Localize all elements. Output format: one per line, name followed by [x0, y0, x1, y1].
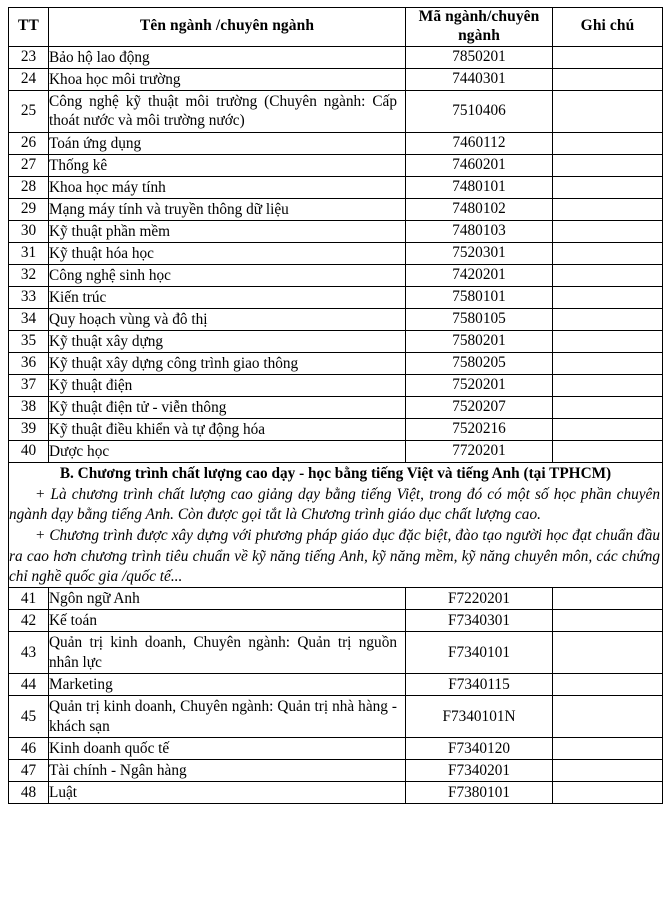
row-major-name: Bảo hộ lao động — [49, 46, 406, 68]
row-major-name: Kế toán — [49, 610, 406, 632]
row-index: 47 — [9, 760, 49, 782]
row-major-code: 7720201 — [406, 440, 553, 462]
row-major-name: Marketing — [49, 674, 406, 696]
row-index: 23 — [9, 46, 49, 68]
column-header-note: Ghi chú — [553, 8, 663, 47]
row-index: 34 — [9, 308, 49, 330]
row-index: 41 — [9, 588, 49, 610]
row-note — [553, 352, 663, 374]
row-major-name: Mạng máy tính và truyền thông dữ liệu — [49, 198, 406, 220]
row-major-name: Kỹ thuật điện — [49, 374, 406, 396]
row-major-name: Kỹ thuật xây dựng công trình giao thông — [49, 352, 406, 374]
table-row — [9, 242, 663, 264]
row-index: 30 — [9, 220, 49, 242]
row-major-code: 7480103 — [406, 220, 553, 242]
row-index: 28 — [9, 176, 49, 198]
row-major-name: Quản trị kinh doanh, Chuyên ngành: Quản trị nhà hàng - khách sạn — [49, 696, 406, 738]
row-note — [553, 176, 663, 198]
table-row — [9, 154, 663, 176]
table-row — [9, 738, 663, 760]
row-major-code: 7850201 — [406, 46, 553, 68]
row-major-code: F7340101N — [406, 696, 553, 738]
table-row — [9, 440, 663, 462]
table-row — [9, 374, 663, 396]
row-major-name: Quy hoạch vùng và đô thị — [49, 308, 406, 330]
row-note — [553, 396, 663, 418]
row-index: 24 — [9, 68, 49, 90]
row-index: 46 — [9, 738, 49, 760]
row-major-code: F7340301 — [406, 610, 553, 632]
row-index: 43 — [9, 632, 49, 674]
row-major-code: 7580201 — [406, 330, 553, 352]
row-major-name: Công nghệ sinh học — [49, 264, 406, 286]
row-major-code: 7520201 — [406, 374, 553, 396]
row-major-code: F7220201 — [406, 588, 553, 610]
row-major-name: Kỹ thuật xây dựng — [49, 330, 406, 352]
row-major-name: Kinh doanh quốc tế — [49, 738, 406, 760]
table-row — [9, 330, 663, 352]
row-note — [553, 738, 663, 760]
table-row — [9, 696, 663, 738]
row-index: 45 — [9, 696, 49, 738]
row-major-name: Kỹ thuật điều khiển và tự động hóa — [49, 418, 406, 440]
table-row — [9, 286, 663, 308]
row-note — [553, 242, 663, 264]
row-major-name: Ngôn ngữ Anh — [49, 588, 406, 610]
row-note — [553, 330, 663, 352]
row-major-code: 7480102 — [406, 198, 553, 220]
row-major-code: 7420201 — [406, 264, 553, 286]
row-major-name: Luật — [49, 782, 406, 804]
row-major-code: F7380101 — [406, 782, 553, 804]
table-row — [9, 782, 663, 804]
table-row — [9, 220, 663, 242]
row-major-code: F7340101 — [406, 632, 553, 674]
row-major-name: Kỹ thuật phần mềm — [49, 220, 406, 242]
row-major-name: Kiến trúc — [49, 286, 406, 308]
row-note — [553, 220, 663, 242]
row-major-name: Toán ứng dụng — [49, 132, 406, 154]
row-note — [553, 68, 663, 90]
row-major-name: Kỹ thuật điện tử - viễn thông — [49, 396, 406, 418]
table-row — [9, 418, 663, 440]
table-row — [9, 264, 663, 286]
table-header — [9, 8, 663, 47]
row-note — [553, 760, 663, 782]
row-major-code: 7580101 — [406, 286, 553, 308]
row-note — [553, 440, 663, 462]
table-row — [9, 610, 663, 632]
row-index: 26 — [9, 132, 49, 154]
table-row — [9, 674, 663, 696]
table-row — [9, 632, 663, 674]
row-note — [553, 46, 663, 68]
row-index: 36 — [9, 352, 49, 374]
row-note — [553, 264, 663, 286]
row-major-name: Quản trị kinh doanh, Chuyên ngành: Quản trị nguồn nhân lực — [49, 632, 406, 674]
table-row — [9, 588, 663, 610]
row-major-code: 7520207 — [406, 396, 553, 418]
row-major-code: 7440301 — [406, 68, 553, 90]
table-row — [9, 396, 663, 418]
section-b-block — [9, 462, 663, 588]
table-row — [9, 46, 663, 68]
table-body — [9, 46, 663, 804]
row-note — [553, 90, 663, 132]
row-note — [553, 674, 663, 696]
row-major-name: Tài chính - Ngân hàng — [49, 760, 406, 782]
row-index: 31 — [9, 242, 49, 264]
row-index: 40 — [9, 440, 49, 462]
table-row — [9, 198, 663, 220]
row-index: 27 — [9, 154, 49, 176]
section-b-title: B. Chương trình chất lượng cao dạy - học bằng tiếng Việt và tiếng Anh (tại TPHCM) — [59, 464, 612, 482]
row-major-name: Kỹ thuật hóa học — [49, 242, 406, 264]
row-note — [553, 632, 663, 674]
row-index: 35 — [9, 330, 49, 352]
table-row — [9, 90, 663, 132]
row-major-name: Khoa học môi trường — [49, 68, 406, 90]
row-note — [553, 418, 663, 440]
section-b-paragraph-2: + Chương trình được xây dựng với phương pháp giáo dục đặc biệt, đào tạo người học đạt chuẩn đầu ra cao hơn chương trình tiêu chuẩn về kỹ năng tiếng Anh, kỹ năng mềm, kỹ năng chuyên môn, các chứng chỉ nghề quốc gia /quốc tế... — [9, 527, 660, 586]
majors-table — [8, 7, 663, 804]
row-index: 33 — [9, 286, 49, 308]
row-major-code: 7520301 — [406, 242, 553, 264]
row-note — [553, 198, 663, 220]
row-index: 39 — [9, 418, 49, 440]
row-index: 42 — [9, 610, 49, 632]
row-index: 32 — [9, 264, 49, 286]
row-major-code: 7580105 — [406, 308, 553, 330]
row-index: 37 — [9, 374, 49, 396]
row-note — [553, 374, 663, 396]
row-major-code: F7340115 — [406, 674, 553, 696]
row-major-code: F7340120 — [406, 738, 553, 760]
row-major-name: Công nghệ kỹ thuật môi trường (Chuyên ngành: Cấp thoát nước và môi trường nước) — [49, 90, 406, 132]
row-major-code: 7580205 — [406, 352, 553, 374]
row-index: 25 — [9, 90, 49, 132]
row-major-name: Khoa học máy tính — [49, 176, 406, 198]
table-row — [9, 132, 663, 154]
section-b-row — [9, 462, 663, 588]
row-note — [553, 154, 663, 176]
row-note — [553, 308, 663, 330]
row-major-code: 7480101 — [406, 176, 553, 198]
column-header-name: Tên ngành /chuyên ngành — [49, 8, 406, 47]
row-note — [553, 132, 663, 154]
column-header-tt: TT — [9, 8, 49, 47]
row-major-code: F7340201 — [406, 760, 553, 782]
row-major-code: 7520216 — [406, 418, 553, 440]
row-note — [553, 286, 663, 308]
row-major-code: 7460112 — [406, 132, 553, 154]
row-note — [553, 610, 663, 632]
row-major-code: 7510406 — [406, 90, 553, 132]
row-index: 38 — [9, 396, 49, 418]
table-row — [9, 352, 663, 374]
section-b-paragraph-1: + Là chương trình chất lượng cao giảng dạy bằng tiếng Việt, trong đó có một số học phần chuyên ngành dạy bằng tiếng Anh. Còn được gọi tắt là Chương trình giáo dục chất lượng cao. — [9, 485, 660, 524]
table-row — [9, 176, 663, 198]
table-row — [9, 308, 663, 330]
row-index: 48 — [9, 782, 49, 804]
table-row — [9, 68, 663, 90]
row-note — [553, 696, 663, 738]
row-major-name: Dược học — [49, 440, 406, 462]
row-index: 29 — [9, 198, 49, 220]
row-note — [553, 588, 663, 610]
row-note — [553, 782, 663, 804]
row-index: 44 — [9, 674, 49, 696]
column-header-code: Mã ngành/chuyên ngành — [406, 8, 553, 47]
table-header-row — [9, 8, 663, 47]
row-major-code: 7460201 — [406, 154, 553, 176]
table-row — [9, 760, 663, 782]
row-major-name: Thống kê — [49, 154, 406, 176]
